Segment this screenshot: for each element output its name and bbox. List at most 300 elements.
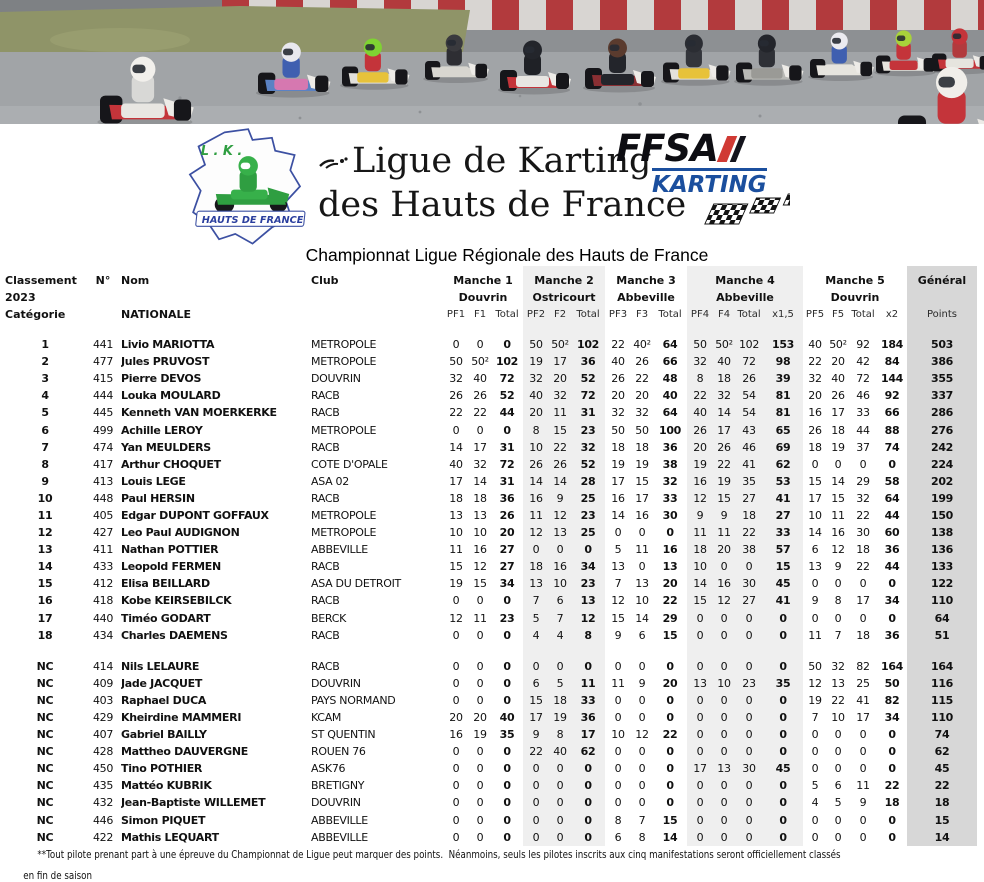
club-cell: BERCK [311, 611, 346, 625]
points-cell: 41 [775, 594, 791, 608]
points-cell: 50 [635, 423, 649, 437]
points-cell: 40 [553, 745, 567, 759]
points-cell: 25 [580, 491, 596, 505]
points-cell: 32 [529, 372, 543, 386]
points-cell: 18 [717, 372, 731, 386]
points-cell: 16 [717, 577, 731, 591]
points-cell: 23 [580, 577, 596, 591]
driver-name-cell: Pierre DEVOS [121, 372, 202, 386]
table-row [5, 760, 984, 777]
points-cell: 15 [473, 577, 487, 591]
points-cell: 22 [856, 508, 870, 522]
points-cell: 17 [635, 491, 649, 505]
points-cell: 69 [775, 440, 791, 454]
points-cell: 0 [532, 779, 540, 793]
points-cell: 9 [614, 628, 622, 642]
points-cell: 22 [635, 372, 649, 386]
points-cell: 54 [742, 406, 756, 420]
general-points-cell: 51 [934, 628, 950, 642]
points-cell: 0 [888, 813, 896, 827]
col-header-club: Club [311, 274, 339, 287]
points-cell: 39 [775, 372, 791, 386]
driver-name-cell: Mattheo DAUVERGNE [121, 745, 248, 759]
points-cell: 82 [856, 659, 870, 673]
rank-cell: NC [36, 745, 54, 759]
points-cell: 0 [745, 779, 753, 793]
points-cell: 8 [584, 628, 592, 642]
driver-name-cell: Tino POTHIER [121, 762, 203, 776]
club-cell: RACB [311, 440, 340, 454]
table-row [5, 404, 984, 421]
points-cell: 0 [720, 628, 728, 642]
kart-number-cell: 427 [92, 526, 114, 540]
points-cell: 0 [476, 745, 484, 759]
club-cell: RACB [311, 491, 340, 505]
points-cell: 22 [808, 355, 822, 369]
club-cell: ASA 02 [311, 474, 349, 488]
points-cell: 32 [611, 406, 625, 420]
general-points-cell: 386 [930, 355, 954, 369]
points-cell: 22 [553, 440, 567, 454]
points-cell: 10 [553, 577, 567, 591]
ffsa-karting-text: KARTING [652, 168, 767, 198]
points-cell: 16 [473, 543, 487, 557]
points-cell: 0 [556, 659, 564, 673]
points-cell: 72 [742, 355, 756, 369]
points-cell: 25 [580, 526, 596, 540]
points-cell: 16 [611, 491, 625, 505]
points-cell: 88 [884, 423, 900, 437]
general-points-cell: 62 [934, 745, 950, 759]
points-cell: 22 [742, 526, 756, 540]
points-cell: 30 [856, 526, 870, 540]
driver-name-cell: Gabriel BAILLY [121, 728, 207, 742]
points-cell: 0 [556, 796, 564, 810]
points-cell: 0 [584, 813, 592, 827]
points-cell: 17 [808, 491, 822, 505]
general-points-cell: 122 [930, 577, 954, 591]
points-cell: 0 [666, 693, 674, 707]
subcol-points: Points [926, 309, 958, 320]
points-cell: 13 [808, 560, 822, 574]
points-cell: 22 [611, 338, 625, 352]
title-line2: des Hauts de France [318, 185, 687, 225]
points-cell: 23 [580, 508, 596, 522]
subcol-f5: F5 [831, 309, 845, 320]
points-cell: 14 [717, 406, 731, 420]
points-cell: 0 [811, 762, 819, 776]
points-cell: 0 [532, 543, 540, 557]
points-cell: 26 [611, 372, 625, 386]
points-cell: 14 [693, 577, 707, 591]
table-row [5, 558, 984, 575]
table-row [5, 794, 984, 811]
points-cell: 22 [449, 406, 463, 420]
subcol-total5: Total [851, 309, 875, 320]
points-cell: 0 [720, 659, 728, 673]
points-cell: 0 [859, 457, 867, 471]
club-cell: BRETIGNY [311, 779, 365, 793]
driver-name-cell: Paul HERSIN [121, 491, 195, 505]
points-cell: 40 [831, 372, 845, 386]
points-cell: 18 [553, 693, 567, 707]
points-cell: 36 [580, 355, 596, 369]
subcol-total4: Total [737, 309, 761, 320]
driver-name-cell: Jade JACQUET [121, 676, 203, 690]
club-cell: ST QUENTIN [311, 728, 376, 742]
points-cell: 0 [720, 779, 728, 793]
points-cell: 20 [611, 389, 625, 403]
points-cell: 0 [779, 728, 787, 742]
points-cell: 0 [638, 796, 646, 810]
points-cell: 22 [884, 779, 900, 793]
rank-cell: NC [36, 693, 54, 707]
points-cell: 0 [452, 693, 460, 707]
general-points-cell: 133 [930, 560, 954, 574]
points-cell: 60 [884, 526, 900, 540]
points-cell: 12 [717, 594, 731, 608]
points-cell: 26 [717, 440, 731, 454]
points-cell: 10 [473, 526, 487, 540]
points-cell: 26 [529, 457, 543, 471]
points-cell: 18 [831, 423, 845, 437]
points-cell: 0 [584, 830, 592, 844]
points-cell: 40 [449, 457, 463, 471]
points-cell: 0 [859, 830, 867, 844]
points-cell: 0 [556, 762, 564, 776]
points-cell: 0 [834, 728, 842, 742]
points-cell: 26 [808, 423, 822, 437]
points-cell: 0 [811, 457, 819, 471]
table-row [5, 726, 984, 743]
points-cell: 23 [580, 423, 596, 437]
subcol-x2: x2 [885, 309, 899, 320]
general-points-cell: 503 [930, 338, 954, 352]
general-points-cell: 164 [930, 659, 954, 673]
points-cell: 52 [580, 457, 596, 471]
points-cell: 0 [811, 611, 819, 625]
points-cell: 0 [720, 796, 728, 810]
kart-number-cell: 434 [92, 628, 114, 642]
club-cell: METROPOLE [311, 355, 377, 369]
table-row [5, 439, 984, 456]
table-row [5, 829, 984, 846]
driver-name-cell: Nils LELAURE [121, 659, 200, 673]
points-cell: 37 [856, 440, 870, 454]
points-cell: 6 [638, 628, 646, 642]
rank-cell: 11 [37, 508, 53, 522]
rank-cell: NC [36, 813, 54, 827]
points-cell: 0 [888, 457, 896, 471]
points-cell: 0 [452, 830, 460, 844]
header-logo-strip [0, 124, 984, 266]
points-cell: 10 [693, 560, 707, 574]
points-cell: 0 [779, 830, 787, 844]
points-cell: 0 [859, 577, 867, 591]
points-cell: 34 [499, 577, 515, 591]
points-cell: 50 [693, 338, 707, 352]
club-cell: METROPOLE [311, 338, 377, 352]
points-cell: 7 [556, 611, 564, 625]
points-cell: 0 [503, 676, 511, 690]
points-cell: 0 [503, 762, 511, 776]
points-cell: 34 [884, 594, 900, 608]
points-cell: 13 [553, 526, 567, 540]
points-cell: 0 [452, 813, 460, 827]
points-cell: 36 [662, 440, 678, 454]
points-cell: 26 [473, 389, 487, 403]
points-cell: 74 [884, 440, 900, 454]
points-cell: 0 [556, 779, 564, 793]
points-cell: 19 [717, 474, 731, 488]
points-cell: 13 [529, 577, 543, 591]
subcol-x15: x1,5 [772, 309, 794, 320]
points-cell: 11 [473, 611, 487, 625]
footnote-line2: en fin de saison [23, 870, 93, 882]
driver-name-cell: Leopold FERMEN [121, 560, 221, 574]
table-row [5, 473, 984, 490]
points-cell: 0 [452, 628, 460, 642]
points-cell: 0 [834, 457, 842, 471]
general-points-cell: 14 [934, 830, 950, 844]
rank-cell: 2 [41, 355, 49, 369]
rank-cell: 10 [37, 491, 53, 505]
points-cell: 5 [834, 796, 842, 810]
points-cell: 0 [696, 611, 704, 625]
points-cell: 0 [811, 577, 819, 591]
points-cell: 15 [693, 594, 707, 608]
rank-cell: NC [36, 830, 54, 844]
points-cell: 0 [638, 526, 646, 540]
kart-number-cell: 450 [92, 762, 114, 776]
points-cell: 0 [452, 594, 460, 608]
kart-number-cell: 474 [92, 440, 114, 454]
points-cell: 0 [745, 611, 753, 625]
points-cell: 9 [834, 560, 842, 574]
points-cell: 18 [635, 440, 649, 454]
points-cell: 0 [638, 779, 646, 793]
points-cell: 11 [856, 779, 870, 793]
points-cell: 32 [449, 372, 463, 386]
kart-number-cell: 445 [92, 406, 114, 420]
points-cell: 26 [553, 457, 567, 471]
general-points-cell: 242 [930, 440, 954, 454]
points-cell: 0 [779, 659, 787, 673]
points-cell: 13 [580, 594, 596, 608]
points-cell: 26 [499, 508, 515, 522]
club-cell: ROUEN 76 [311, 745, 366, 759]
points-cell: 0 [452, 796, 460, 810]
general-points-cell: 276 [930, 423, 954, 437]
driver-name-cell: Leo Paul AUDIGNON [121, 526, 240, 540]
points-cell: 16 [808, 406, 822, 420]
season-year: 2023 [5, 291, 36, 304]
points-cell: 17 [693, 762, 707, 776]
points-cell: 0 [503, 779, 511, 793]
points-cell: 11 [449, 543, 463, 557]
points-cell: 32 [553, 389, 567, 403]
points-cell: 0 [638, 762, 646, 776]
championship-subtitle: Championnat Ligue Régionale des Hauts de France [305, 245, 709, 265]
club-cell: RACB [311, 560, 340, 574]
points-cell: 102 [576, 338, 600, 352]
venue-manche4: Abbeville [716, 291, 774, 304]
points-cell: 13 [611, 560, 625, 574]
points-cell: 50² [471, 355, 489, 369]
points-cell: 22 [529, 745, 543, 759]
points-cell: 19 [693, 457, 707, 471]
rank-cell: 3 [41, 372, 49, 386]
points-cell: 0 [532, 659, 540, 673]
driver-name-cell: Achille LEROY [121, 423, 203, 437]
points-cell: 20 [693, 440, 707, 454]
table-row [5, 812, 984, 829]
points-cell: 32 [473, 457, 487, 471]
club-cell: RACB [311, 659, 340, 673]
points-cell: 4 [532, 628, 540, 642]
points-cell: 19 [449, 577, 463, 591]
points-cell: 23 [742, 676, 756, 690]
points-cell: 0 [720, 830, 728, 844]
points-cell: 0 [720, 745, 728, 759]
points-cell: 15 [662, 813, 678, 827]
driver-name-cell: Simon PIQUET [121, 813, 206, 827]
points-cell: 32 [662, 474, 678, 488]
points-cell: 102 [495, 355, 519, 369]
points-cell: 0 [720, 813, 728, 827]
general-points-cell: 18 [934, 796, 950, 810]
subcol-total2: Total [576, 309, 600, 320]
points-cell: 14 [808, 526, 822, 540]
points-cell: 50 [611, 423, 625, 437]
points-cell: 0 [556, 830, 564, 844]
club-cell: RACB [311, 406, 340, 420]
subcol-pf5: PF5 [805, 309, 825, 320]
points-cell: 22 [662, 594, 678, 608]
club-cell: METROPOLE [311, 508, 377, 522]
general-points-cell: 74 [934, 728, 950, 742]
points-cell: 50 [449, 355, 463, 369]
points-cell: 15 [808, 474, 822, 488]
subcol-pf1: PF1 [446, 309, 466, 320]
driver-name-cell: Elisa BEILLARD [121, 577, 210, 591]
points-cell: 0 [584, 543, 592, 557]
kart-number-cell: 413 [92, 474, 114, 488]
points-cell: 0 [452, 745, 460, 759]
points-cell: 29 [662, 611, 678, 625]
points-cell: 20 [662, 577, 678, 591]
points-cell: 14 [831, 474, 845, 488]
points-cell: 9 [696, 508, 704, 522]
points-cell: 12 [529, 526, 543, 540]
points-cell: 72 [499, 372, 515, 386]
points-cell: 0 [666, 745, 674, 759]
general-points-cell: 110 [930, 594, 954, 608]
points-cell: 10 [831, 711, 845, 725]
table-row [5, 575, 984, 592]
points-cell: 6 [556, 594, 564, 608]
points-cell: 16 [449, 728, 463, 742]
points-cell: 66 [884, 406, 900, 420]
points-cell: 0 [834, 762, 842, 776]
rank-cell: NC [36, 762, 54, 776]
points-cell: 26 [635, 355, 649, 369]
points-cell: 0 [720, 711, 728, 725]
points-cell: 15 [529, 693, 543, 707]
points-cell: 0 [614, 526, 622, 540]
points-cell: 84 [884, 355, 900, 369]
points-cell: 0 [666, 796, 674, 810]
points-cell: 0 [532, 762, 540, 776]
ffsa-logo-text: FFSA [616, 132, 767, 166]
points-cell: 0 [666, 779, 674, 793]
points-cell: 22 [717, 457, 731, 471]
points-cell: 15 [611, 611, 625, 625]
points-cell: 10 [529, 440, 543, 454]
driver-name-cell: Livio MARIOTTA [121, 338, 215, 352]
table-row [5, 524, 984, 541]
points-cell: 0 [745, 693, 753, 707]
points-cell: 14 [529, 474, 543, 488]
table-row [5, 507, 984, 524]
kart-number-cell: 428 [92, 745, 114, 759]
points-cell: 19 [611, 457, 625, 471]
kart-number-cell: 405 [92, 508, 114, 522]
points-cell: 17 [449, 474, 463, 488]
points-cell: 6 [834, 779, 842, 793]
table-row [5, 353, 984, 370]
points-cell: 36 [884, 543, 900, 557]
general-points-cell: 110 [930, 711, 954, 725]
table-row [5, 692, 984, 709]
col-header-nom: Nom [121, 274, 150, 287]
points-cell: 0 [584, 659, 592, 673]
table-body-nc [5, 658, 984, 846]
points-cell: 18 [473, 491, 487, 505]
points-cell: 18 [449, 491, 463, 505]
points-cell: 20 [449, 711, 463, 725]
points-cell: 6 [532, 676, 540, 690]
points-cell: 0 [476, 594, 484, 608]
points-cell: 0 [720, 728, 728, 742]
points-cell: 44 [499, 406, 515, 420]
points-cell: 40 [611, 355, 625, 369]
points-cell: 7 [614, 577, 622, 591]
points-cell: 0 [666, 526, 674, 540]
kart-race-photo-graphic [0, 0, 984, 124]
points-cell: 0 [811, 728, 819, 742]
points-cell: 0 [503, 659, 511, 673]
rank-cell: NC [36, 796, 54, 810]
points-cell: 12 [808, 676, 822, 690]
points-cell: 18 [611, 440, 625, 454]
points-cell: 0 [779, 711, 787, 725]
points-cell: 58 [884, 474, 900, 488]
points-cell: 19 [553, 711, 567, 725]
points-cell: 0 [888, 745, 896, 759]
points-cell: 0 [532, 813, 540, 827]
points-cell: 66 [662, 355, 678, 369]
points-cell: 18 [884, 796, 900, 810]
points-cell: 20 [635, 389, 649, 403]
points-cell: 50² [715, 338, 733, 352]
points-cell: 13 [635, 577, 649, 591]
driver-name-cell: Yan MEULDERS [121, 440, 211, 454]
points-cell: 17 [856, 711, 870, 725]
points-cell: 15 [662, 628, 678, 642]
points-cell: 0 [638, 560, 646, 574]
points-cell: 0 [476, 338, 484, 352]
